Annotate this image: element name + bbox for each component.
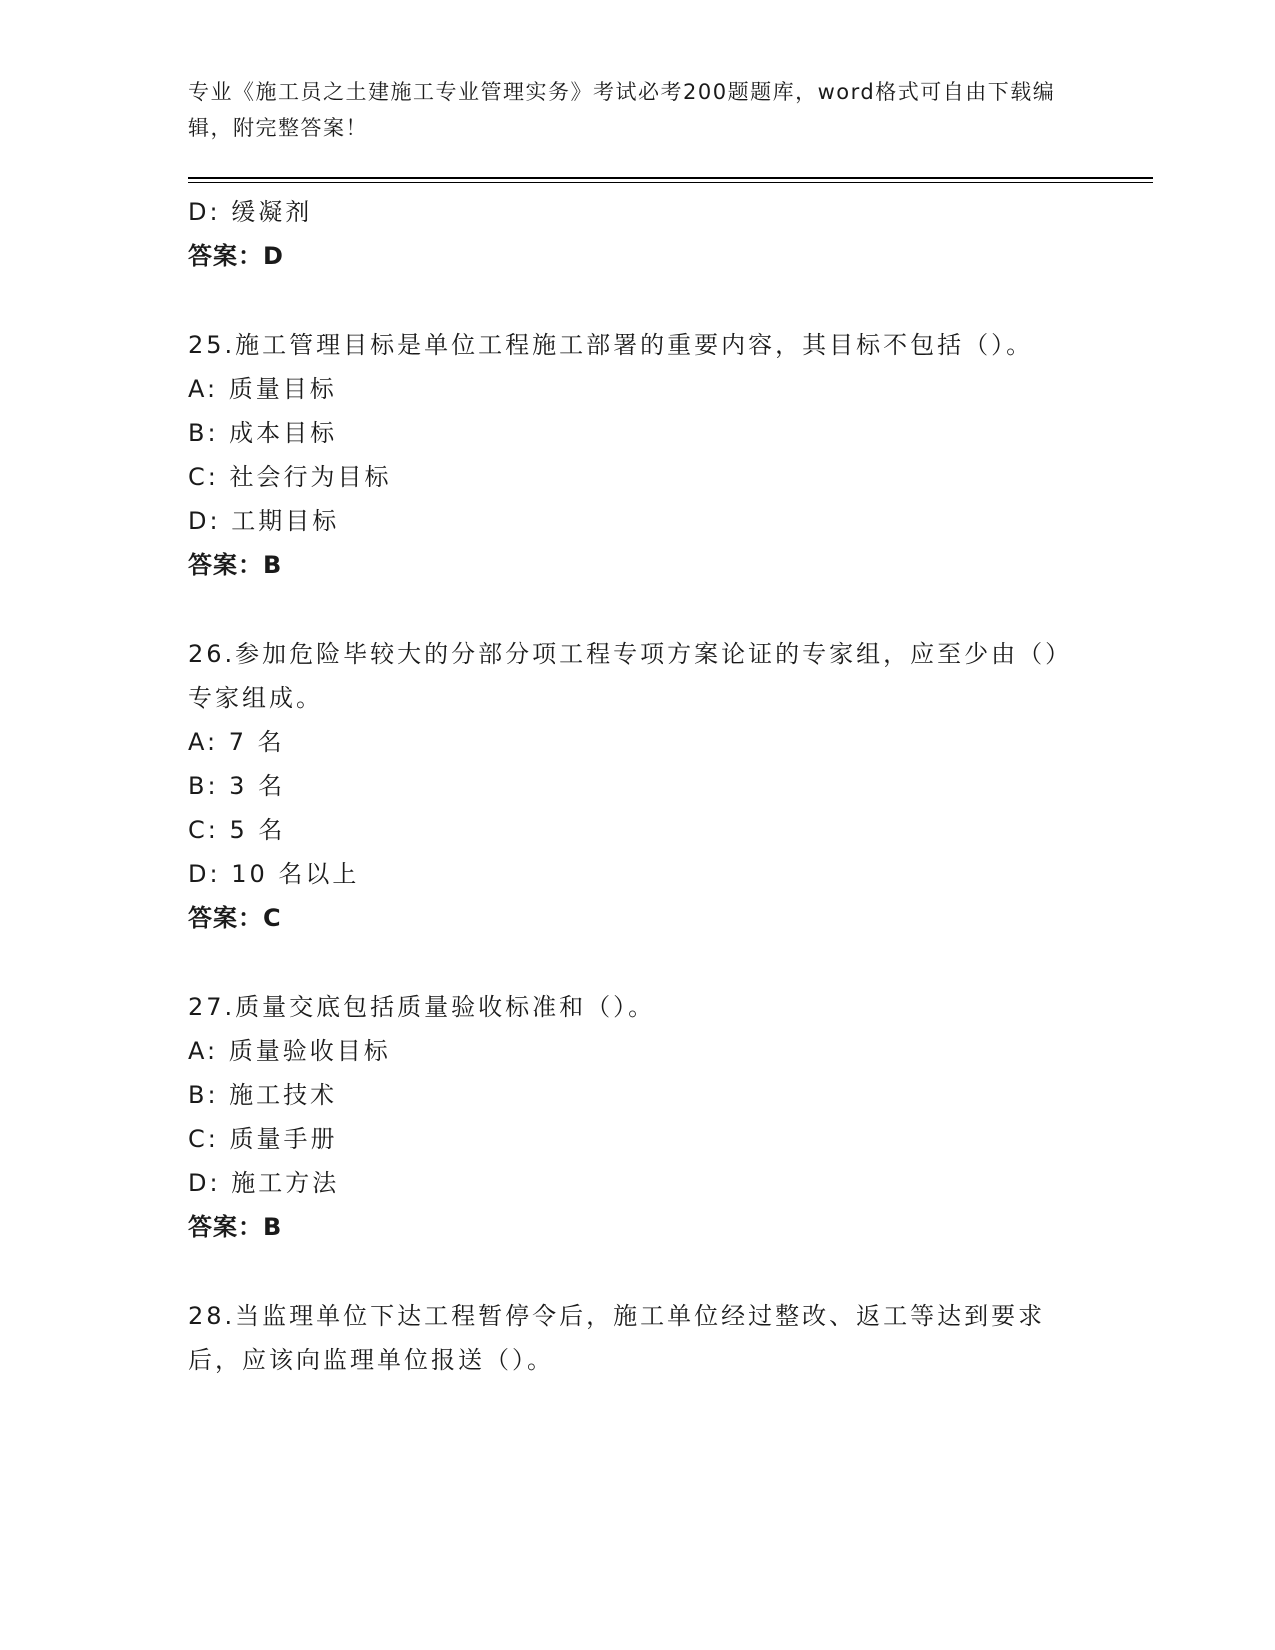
header-divider (188, 177, 1153, 179)
question-25 (188, 323, 1078, 587)
question-text: 28.当监理单位下达工程暂停令后，施工单位经过整改、返工等达到要求后，应该向监理单位报送（）。 (188, 1302, 1046, 1374)
option-b: B: 施工技术 (188, 1081, 338, 1109)
question-28 (188, 1294, 1078, 1382)
option-b: B: 3 名 (188, 772, 286, 800)
question-text: 25.施工管理目标是单位工程施工部署的重要内容，其目标不包括（）。 (188, 331, 1034, 359)
option-a: A: 质量目标 (188, 375, 337, 403)
question-list (188, 190, 1078, 1382)
question-text: 26.参加危险毕较大的分部分项工程专项方案论证的专家组，应至少由（）专家组成。 (188, 640, 1073, 712)
question-26 (188, 632, 1078, 940)
answer: 答案：B (188, 1213, 283, 1241)
option-d: D: 工期目标 (188, 507, 340, 535)
option-d: D: 10 名以上 (188, 860, 360, 888)
option-a: A: 质量验收目标 (188, 1037, 391, 1065)
document-header: 专业《施工员之土建施工专业管理实务》考试必考200题题库，word格式可自由下载编辑，附完整答案！ (188, 80, 1056, 140)
question-24-tail (188, 190, 1078, 278)
option-d: D: 施工方法 (188, 1169, 340, 1197)
option-b: B: 成本目标 (188, 419, 338, 447)
option-c: C: 质量手册 (188, 1125, 338, 1153)
option-c: C: 5 名 (188, 816, 286, 844)
option-d: D: 缓凝剂 (188, 198, 313, 226)
option-c: C: 社会行为目标 (188, 463, 392, 491)
option-a: A: 7 名 (188, 728, 285, 756)
header-divider-thin (188, 182, 1153, 183)
question-text: 27.质量交底包括质量验收标准和（）。 (188, 993, 656, 1021)
question-27 (188, 985, 1078, 1249)
answer: 答案：C (188, 904, 282, 932)
answer: 答案：D (188, 242, 284, 270)
answer: 答案：B (188, 551, 283, 579)
